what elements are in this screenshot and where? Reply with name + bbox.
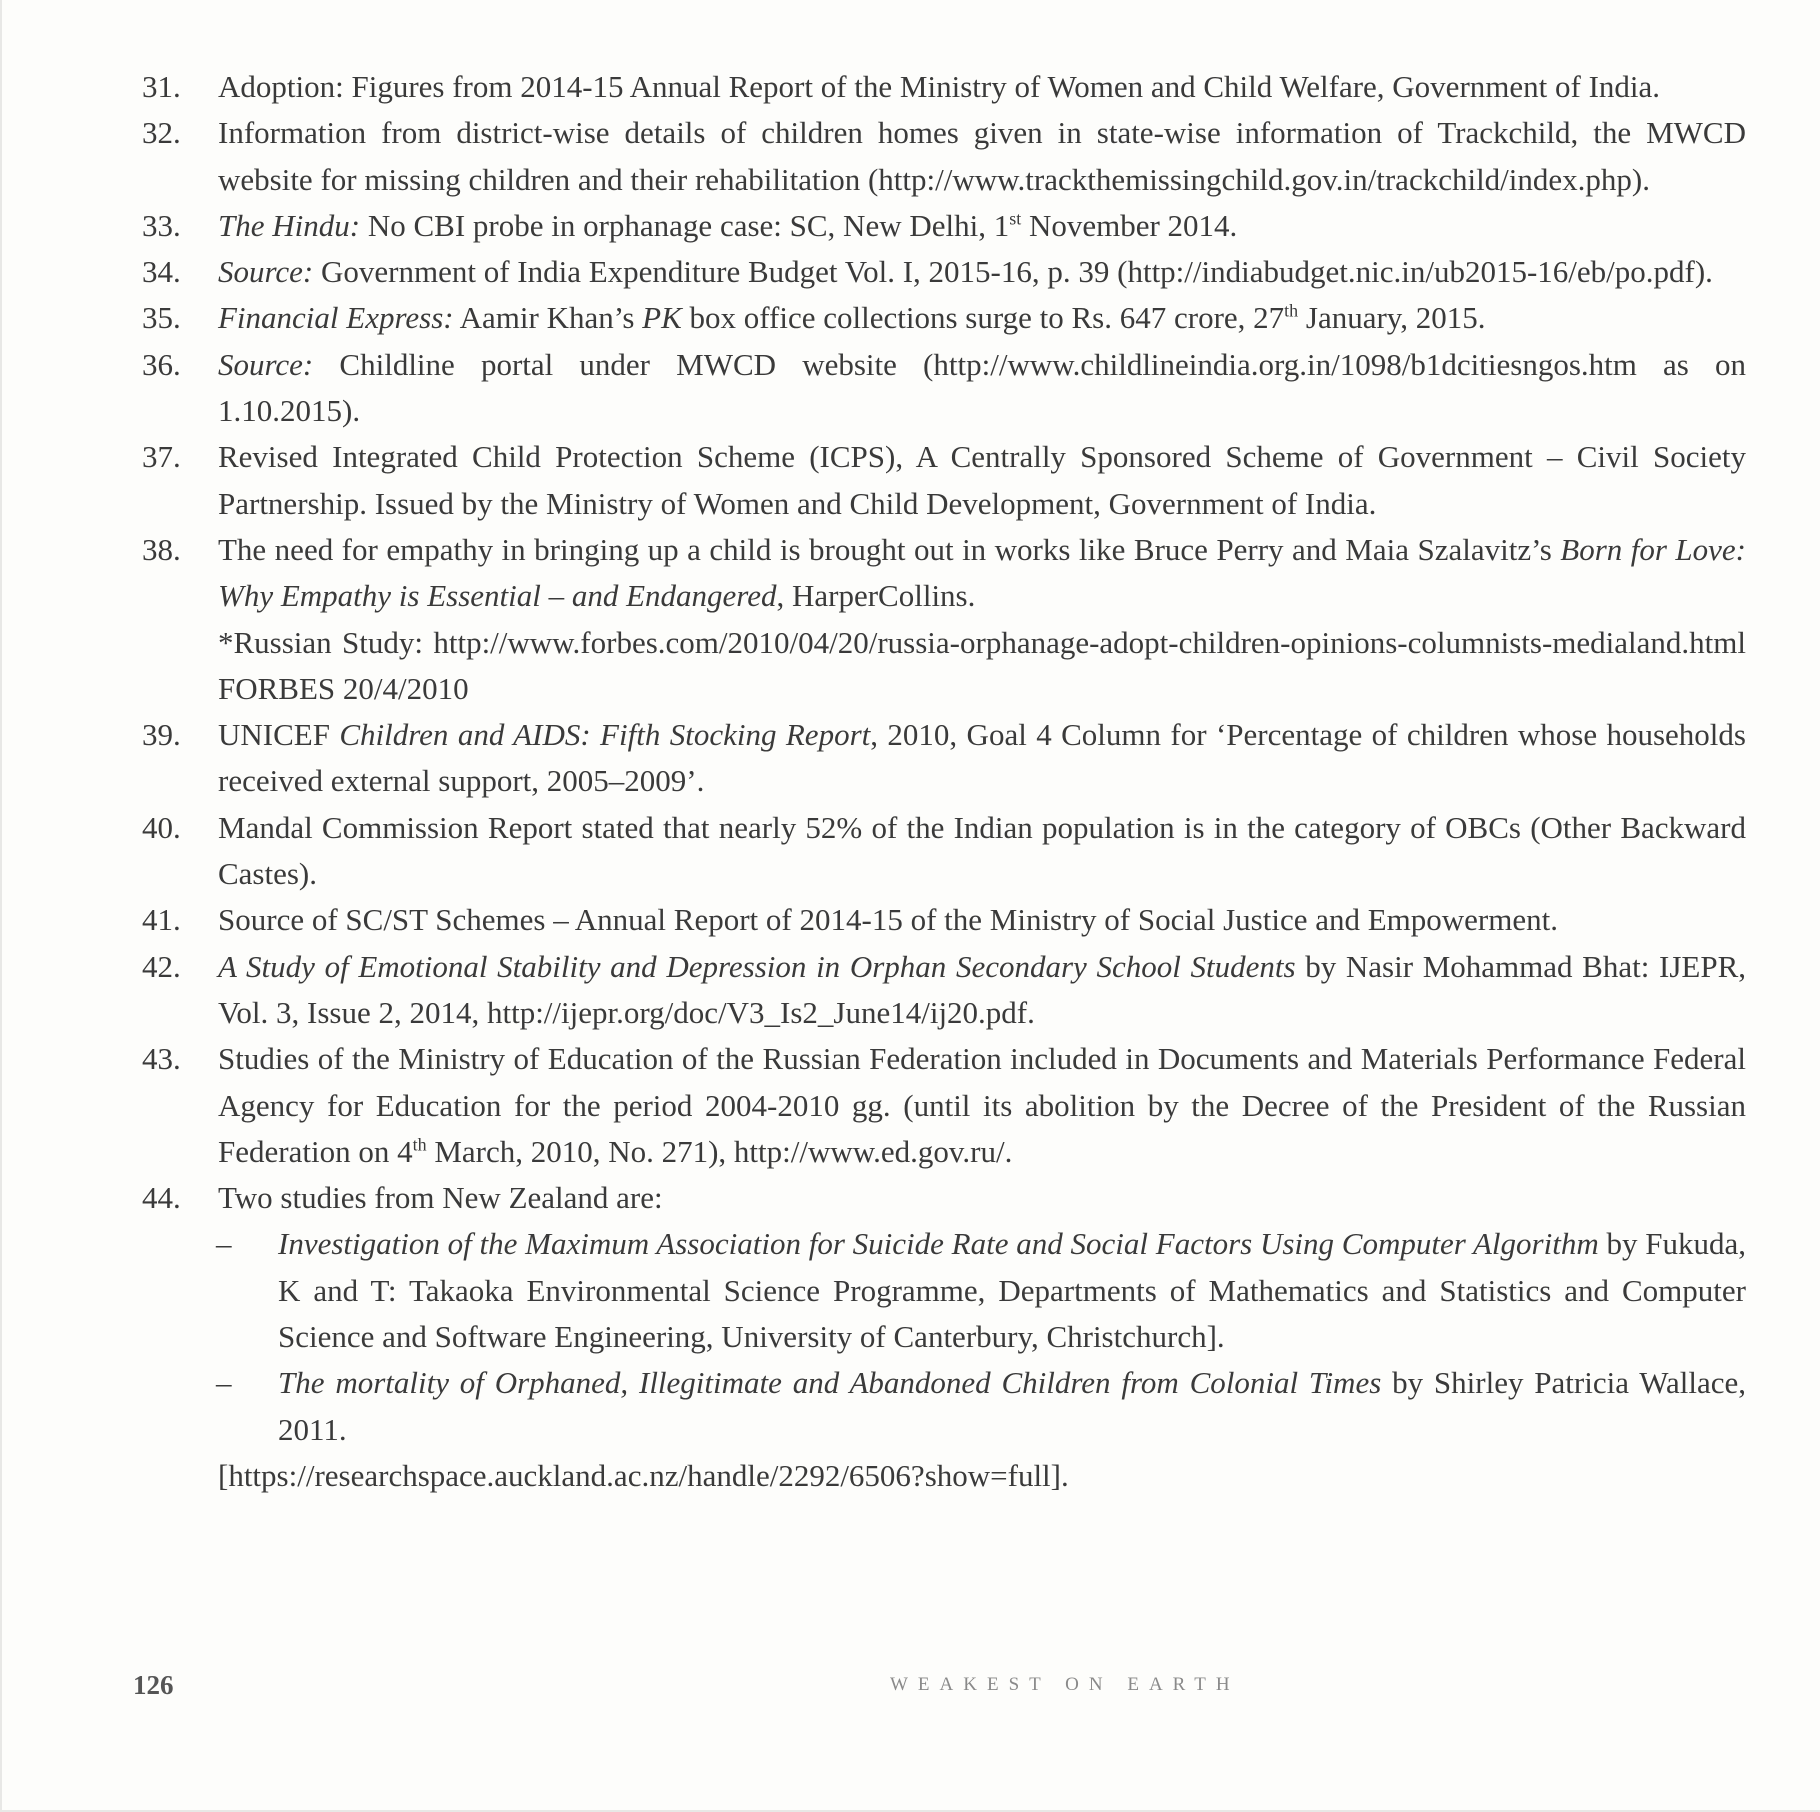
note-40: [142, 805, 1746, 898]
note-number: 42.: [142, 948, 181, 984]
note-number: 44.: [142, 1180, 181, 1216]
book-title: Born for Love: Why Empathy is Essential – and Endangered: [218, 531, 1746, 614]
page-number: 126: [133, 1670, 174, 1700]
study-title: A Study of Emotional Stability and Depression in Orphan Secondary School Students: [218, 948, 1296, 984]
note-text: [218, 249, 1746, 295]
note-32: [142, 110, 1746, 203]
note-36: [142, 342, 1746, 435]
note-number: 40.: [142, 809, 181, 845]
note-text-part: Aamir Khan’s: [453, 300, 643, 336]
note-text: [218, 203, 1746, 249]
note-text-part: by Nasir Mohammad Bhat: IJEPR, Vol. 3, Issue 2, 2014, http://ijepr.org/doc/V3_Is2_June14/ij20.pdf.: [218, 948, 1746, 1030]
note-text-part: UNICEF: [218, 717, 340, 753]
note-41: [142, 897, 1746, 943]
note-35: [142, 295, 1746, 341]
film-title: PK: [642, 300, 682, 336]
note-text-part: January, 2015.: [1298, 300, 1486, 336]
page-footer: [133, 1670, 1747, 1710]
source-title: The Hindu:: [218, 207, 361, 243]
note-text: [218, 527, 1746, 712]
note-extra-reference: *Russian Study: http://www.forbes.com/2010/04/20/russia-orphanage-adopt-children-opinions-columnists-medialand.html FORBES 20/4/2010: [218, 624, 1746, 706]
note-text-part: by Shirley Patricia Wallace, 2011.: [278, 1365, 1746, 1447]
ordinal-suffix: th: [412, 1134, 427, 1155]
note-number: 41.: [142, 902, 181, 938]
note-number: 37.: [142, 439, 181, 475]
dash-bullet: –: [216, 1365, 232, 1401]
note-text-part: Two studies from New Zealand are:: [218, 1180, 663, 1216]
note-text: Mandal Commission Report stated that nearly 52% of the Indian population is in the category of OBCs (Other Backward Castes).: [218, 809, 1746, 892]
note-text: Adoption: Figures from 2014-15 Annual Report of the Ministry of Women and Child Welfare, Government of India.: [218, 69, 1661, 104]
note-text-part: The need for empathy in bringing up a child is brought out in works like Bruce Perry and Maia Szalavitz’s: [218, 531, 1561, 567]
note-number: 35.: [142, 300, 181, 336]
note-text-part: box office collections surge to Rs. 647 crore, 27: [681, 300, 1285, 336]
note-text-part: , 2010, Goal 4 Column for ‘Percentage of children whose households received external support, 2005–2009’.: [218, 717, 1746, 799]
note-text: [218, 1175, 1746, 1499]
note-text: Revised Integrated Child Protection Scheme (ICPS), A Centrally Sponsored Scheme of Government – Civil Society Partnership. Issued by the Ministry of Women and Child Development, Government of India.: [218, 439, 1746, 521]
note-44: [142, 1175, 1746, 1499]
note-text: [218, 712, 1746, 805]
note-number: 43.: [142, 1041, 181, 1077]
note-text-part: by Fukuda, K and T: Takaoka Environmental Science Programme, Departments of Mathematics and Statistics and Computer Science and Software Engineering, University of Canterbury, Christchurch].: [278, 1226, 1746, 1355]
note-33: [142, 203, 1746, 249]
note-34: [142, 249, 1746, 295]
note-number: 36.: [142, 346, 181, 382]
dash-bullet: –: [216, 1226, 232, 1262]
note-38: [142, 527, 1746, 712]
note-text: [218, 1036, 1746, 1175]
note-number: 38.: [142, 531, 181, 567]
sub-item-text: [278, 1360, 1746, 1453]
note-number: 39.: [142, 717, 181, 753]
ordinal-suffix: st: [1009, 208, 1022, 229]
sub-item: [216, 1360, 1746, 1453]
note-text: [218, 342, 1746, 435]
note-text-part: No CBI probe in orphanage case: SC, New Delhi, 1: [360, 207, 1010, 243]
note-number: 31.: [142, 69, 181, 104]
sub-item-text: [278, 1221, 1746, 1360]
note-text-part: Childline portal under MWCD website (http://www.childlineindia.org.in/1098/b1dcitiesngos.htm as on 1.10.2015).: [218, 346, 1746, 429]
note-number: 34.: [142, 254, 181, 290]
note-number: 32.: [142, 115, 181, 151]
source-title: Financial Express:: [218, 300, 454, 336]
source-label: Source:: [218, 254, 314, 290]
source-label: Source:: [218, 346, 314, 382]
note-text: [218, 295, 1746, 341]
note-text: Source of SC/ST Schemes – Annual Report of 2014-15 of the Ministry of Social Justice and Empowerment.: [218, 902, 1558, 938]
note-42: [142, 944, 1746, 1037]
endnotes-list: [142, 64, 1746, 1499]
note-text-part: November 2014.: [1021, 207, 1238, 243]
note-43: [142, 1036, 1746, 1175]
note-text-part: March, 2010, No. 271), http://www.ed.gov.ru/.: [426, 1133, 1013, 1169]
sub-item: [216, 1221, 1746, 1360]
note-text: Information from district-wise details of children homes given in state-wise information of Trackchild, the MWCD website for missing children and their rehabilitation (http://www.trackthemissingchild.gov.in/trackchild/index.php).: [218, 115, 1746, 197]
study-title: Investigation of the Maximum Association for Suicide Rate and Social Factors Using Computer Algorithm: [278, 1226, 1599, 1262]
report-title: Children and AIDS: Fifth Stocking Report: [339, 717, 871, 753]
note-extra-reference: [https://researchspace.auckland.ac.nz/handle/2292/6506?show=full].: [218, 1457, 1069, 1493]
note-text-part: Government of India Expenditure Budget Vol. I, 2015-16, p. 39 (http://indiabudget.nic.in/ub2015-16/eb/po.pdf).: [313, 254, 1713, 290]
note-number: 33.: [142, 207, 181, 243]
note-text-part: , HarperCollins.: [776, 578, 976, 614]
ordinal-suffix: th: [1284, 301, 1299, 322]
note-text-part: Studies of the Ministry of Education of the Russian Federation included in Documents and Materials Performance Federal Agency for Education for the period 2004-2010 gg. (until its abolition by the Decree of the President of the Russian Federation on 4: [218, 1041, 1746, 1169]
note-39: [142, 712, 1746, 805]
study-title: The mortality of Orphaned, Illegitimate and Abandoned Children from Colonial Times: [278, 1365, 1382, 1401]
running-title: WEAKEST ON EARTH: [890, 1674, 1240, 1695]
note-31: [142, 64, 1746, 110]
note-37: [142, 434, 1746, 527]
note-text: [218, 944, 1746, 1037]
